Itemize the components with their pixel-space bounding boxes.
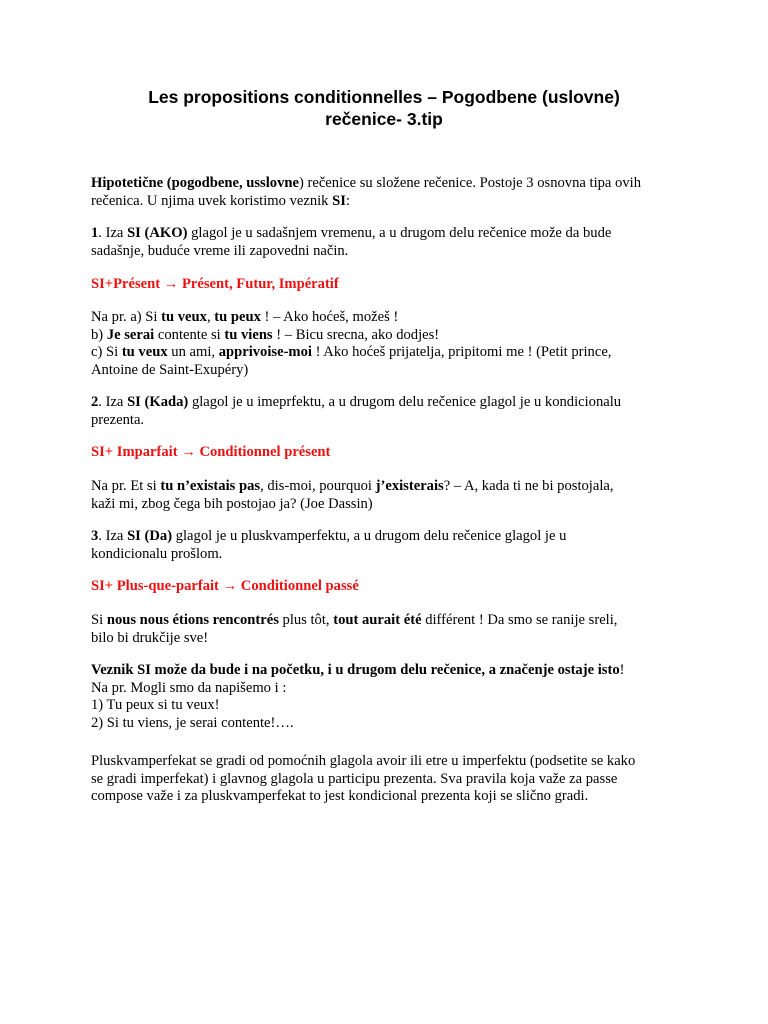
type1-bold: SI (AKO) [127, 225, 188, 241]
type3-example [91, 612, 691, 647]
type3-text-1: . Iza [98, 528, 128, 544]
type3-rule: SI+ Plus-que-parfait → Conditionnel passé [91, 578, 359, 594]
type2-ex-text-3: ? – A, kada ti ne bi postojala, [443, 478, 614, 494]
type3-ex-text-4: bilo bi drukčije sve! [91, 629, 209, 646]
type3-ex-bold-2: tout aurait été [333, 612, 422, 628]
ex-c-text-4: Antoine de Saint-Exupéry) [91, 361, 249, 378]
ex-a-text-2: , [206, 309, 215, 325]
ex-a-bold-2: tu peux [214, 309, 261, 325]
intro-bold-1: Hipotetične (pogodbene, usslovne [91, 175, 299, 191]
type1-example-a [91, 309, 691, 327]
type1-text-2: glagol je u sadašnjem vremenu, a u drugom delu rečenice može da bude [187, 225, 612, 241]
type1-rule: SI+Présent → Présent, Futur, Impératif [91, 276, 339, 292]
ex-c-text-2: un ami, [167, 344, 219, 360]
intro-text-3: : [345, 192, 350, 209]
type2-ex-bold-1: tu n’existais pas [160, 478, 261, 494]
note-line-3: 1) Tu peux si tu veux! [91, 697, 220, 713]
closing-paragraph [91, 753, 691, 806]
ex-b-bold-1: Je serai [106, 326, 155, 343]
type3-ex-text-2: plus tôt, [278, 612, 334, 628]
ex-a-text-1: Na pr. a) Si [91, 309, 162, 325]
ex-a-text-3: ! – Ako hoćeš, možeš ! [260, 309, 399, 325]
type3-ex-bold-1: nous nous étions rencontrés [106, 612, 279, 628]
type1-examples [91, 309, 691, 379]
ex-b-bold-2: tu viens [224, 326, 273, 343]
title-line-2: rečenice- 3.tip [325, 109, 443, 129]
note-line-4: 2) Si tu viens, je serai contente!…. [91, 714, 294, 731]
note-bold: Veznik SI može da bude i na početku, i u drugom delu rečenice, a značenje ostaje isto [91, 662, 620, 678]
type2-example [91, 478, 691, 513]
ex-c-text-3: ! Ako hoćeš prijatelja, pripitomi me ! (Petit prince, [311, 344, 612, 360]
type3-text-2: glagol je u pluskvamperfektu, a u drugom delu rečenice glagol je u [172, 528, 567, 544]
title-line-1: Les propositions conditionnelles – Pogodbene (uslovne) [148, 87, 620, 107]
closing-line-1: Pluskvamperfekat se gradi od pomoćnih glagola avoir ili etre u imperfektu (podsetite se kako [91, 753, 636, 769]
ex-c-text-1: c) Si [91, 344, 122, 360]
page-title [60, 86, 708, 130]
type3-bold: SI (Da) [127, 528, 173, 544]
type3-number: 3 [91, 528, 99, 544]
type2-text-1: . Iza [98, 394, 128, 410]
intro-bold-2: SI [332, 192, 346, 209]
type3-text-3: kondicionalu prošlom. [91, 545, 223, 562]
type2-text-3: prezenta. [91, 411, 145, 428]
ex-b-text-1: b) [91, 326, 107, 343]
intro-text-2: rečenica. U njima uvek koristimo veznik [91, 192, 333, 209]
type2-ex-text-2: , dis-moi, pourquoi [260, 478, 376, 494]
type2-number: 2 [91, 394, 99, 410]
ex-b-text-2: contente si [154, 326, 225, 343]
ex-c-bold-2: apprivoise-moi [218, 344, 312, 360]
type1-number: 1 [91, 225, 99, 241]
ex-b-text-3: ! – Bicu srecna, ako dodjes! [272, 326, 440, 343]
type3-ex-text-3: différent ! Da smo se ranije sreli, [421, 612, 618, 628]
type3-ex-text-1: Si [91, 612, 107, 628]
type3-paragraph [91, 528, 691, 563]
type2-ex-text-4: kaži mi, zbog čega bih postojao ja? (Joe Dassin) [91, 495, 373, 512]
closing-line-3: compose važe i za pluskvamperfekat to jest kondicional prezenta koji se slično gradi. [91, 788, 589, 804]
type2-paragraph [91, 394, 691, 429]
type2-ex-text-1: Na pr. Et si [91, 478, 161, 494]
note-line-2: Na pr. Mogli smo da napišemo i : [91, 679, 287, 696]
closing-line-2: se gradi imperfekat) i glavnog glagola u participu prezenta. Sva pravila koja važe za passe [91, 770, 618, 787]
type2-ex-bold-2: j’existerais [375, 478, 444, 494]
ex-c-bold-1: tu veux [121, 344, 168, 360]
type1-text-3: sadašnje, buduće vreme ili zapovedni način. [91, 242, 349, 259]
note-paragraph [91, 662, 691, 732]
type1-paragraph [91, 225, 691, 260]
type2-rule: SI+ Imparfait → Conditionnel présent [91, 444, 331, 460]
intro-paragraph [91, 175, 691, 210]
type1-text-1: . Iza [98, 225, 128, 241]
type1-example-c [91, 344, 691, 362]
ex-a-bold-1: tu veux [161, 309, 207, 325]
type2-text-2: glagol je u imeprfektu, a u drugom delu rečenice glagol je u kondicionalu [188, 394, 622, 410]
type1-example-b [91, 327, 691, 345]
note-text-1: ! [619, 662, 625, 678]
type2-bold: SI (Kada) [127, 394, 189, 410]
intro-text-1: ) rečenice su složene rečenice. Postoje 3 osnovna tipa ovih [298, 175, 642, 191]
